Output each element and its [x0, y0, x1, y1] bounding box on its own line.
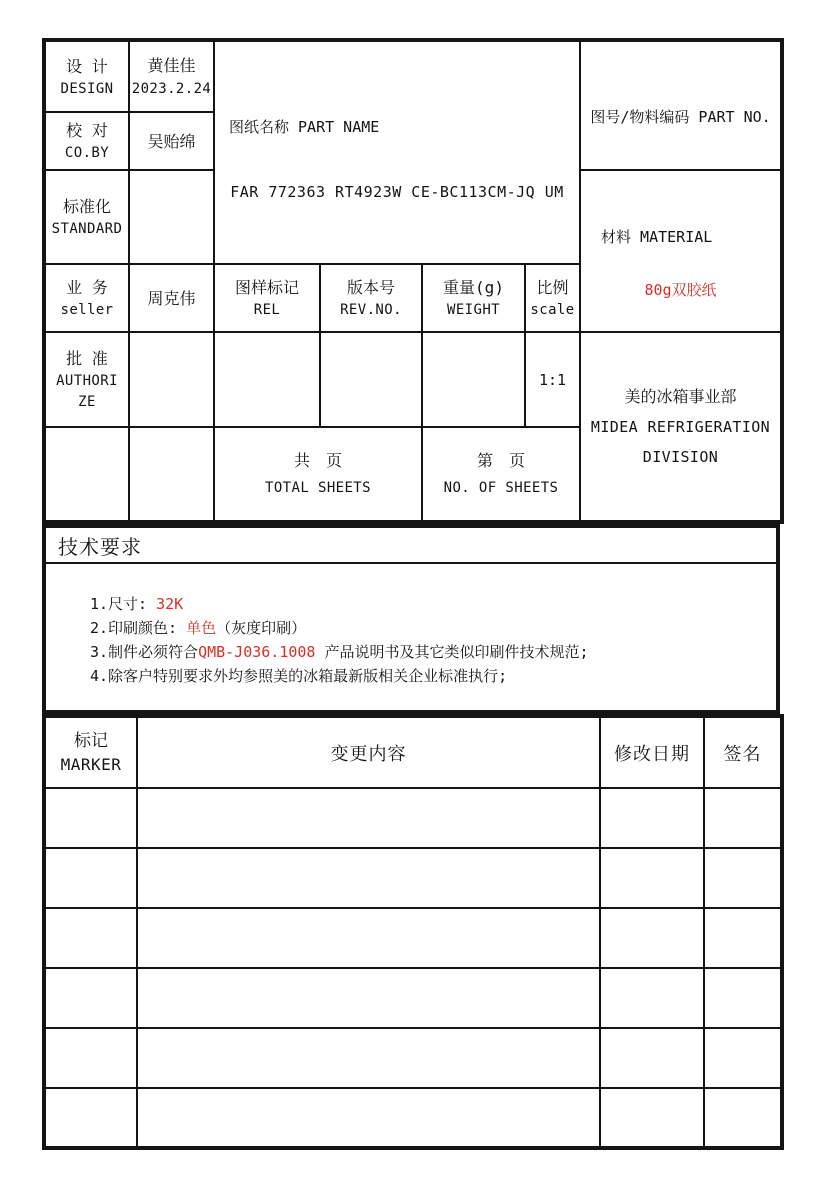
tech-item-2-text: 2.印刷颜色:: [90, 619, 187, 637]
no-of-sheets-en: NO. OF SHEETS: [443, 480, 559, 496]
tech-item-1-text: 1.尺寸:: [90, 595, 157, 613]
revision-rows: [44, 788, 782, 1148]
technical-requirements-title: 技术要求: [46, 528, 776, 564]
modify-date-cell: [600, 908, 704, 968]
change-content-cell: [137, 1028, 600, 1088]
technical-requirements-section: [42, 524, 780, 714]
seller-value-cell: [129, 264, 214, 332]
scale-label-en: scale: [530, 302, 575, 318]
weight-header-cell: [422, 264, 525, 332]
seller-label-en: seller: [60, 302, 114, 318]
company-name-en-line2: DIVISION: [642, 447, 719, 466]
modify-date-cell: [600, 788, 704, 848]
revision-empty-row: [44, 848, 782, 908]
modify-date-header: 修改日期: [600, 716, 704, 788]
signature-cell: [704, 1088, 782, 1148]
check-label-cn: 校 对: [66, 121, 108, 140]
seller-label-cn: 业 务: [66, 278, 108, 297]
total-sheets-en: TOTAL SHEETS: [265, 480, 371, 496]
design-date: 2023.2.24: [131, 80, 212, 97]
company-name-en-line1: MIDEA REFRIGERATION: [590, 417, 771, 436]
modify-date-cell: [600, 848, 704, 908]
marker-cell: [44, 1088, 137, 1148]
empty-cell-left: [44, 427, 129, 522]
weight-value-cell: [422, 332, 525, 427]
authorize-value-cell: [129, 332, 214, 427]
rel-label-en: REL: [253, 302, 281, 318]
design-label-cn: 设 计: [66, 56, 108, 76]
company-name-cn: 美的冰箱事业部: [624, 386, 737, 406]
scale-header-cell: [525, 264, 580, 332]
signature-header: 签名: [704, 716, 782, 788]
tech-item-3-text: 3.制件必须符合: [90, 643, 199, 661]
part-name-value: FAR 772363 RT4923W CE-BC113CM-JQ UM: [230, 183, 564, 201]
seller-name: 周克伟: [147, 288, 196, 308]
technical-requirements-list: [46, 564, 776, 688]
rev-no-label-cn: 版本号: [346, 278, 395, 297]
standard-label-cell: [44, 170, 129, 264]
marker-header-cell: [44, 716, 137, 788]
rel-header-cell: [214, 264, 320, 332]
rel-value-cell: [214, 332, 320, 427]
total-sheets-cn: 共 页: [293, 451, 342, 470]
tech-requirement-item-3: [90, 640, 756, 664]
standard-label-en: STANDARD: [51, 221, 123, 237]
marker-cell: [44, 968, 137, 1028]
check-label-en: CO.BY: [64, 145, 110, 161]
empty-cell-left2: [129, 427, 214, 522]
scale-value-cell: [525, 332, 580, 427]
marker-cell: [44, 788, 137, 848]
change-content-cell: [137, 968, 600, 1028]
tech-item-1-highlight: 32K: [156, 595, 184, 613]
tech-item-3-highlight: QMB-J036.1008: [198, 643, 316, 661]
authorize-label-cn: 批 准: [66, 349, 108, 368]
material-label: 材料 MATERIAL: [601, 228, 713, 246]
tech-item-3-suffix: 产品说明书及其它类似印刷件技术规范;: [315, 643, 589, 661]
check-label-cell: [44, 112, 129, 170]
rev-no-label-en: REV.NO.: [340, 302, 402, 318]
marker-cell: [44, 848, 137, 908]
signature-cell: [704, 908, 782, 968]
part-name-cell: [214, 40, 580, 264]
tech-item-2-highlight: 单色: [186, 619, 217, 637]
marker-header-cn: 标记: [74, 731, 108, 751]
part-no-cell: [580, 40, 782, 170]
rev-no-value-cell: [320, 332, 422, 427]
marker-cell: [44, 908, 137, 968]
marker-header-en: MARKER: [60, 755, 122, 774]
material-value: 80g双胶纸: [644, 281, 717, 299]
revision-empty-row: [44, 1088, 782, 1148]
designer-name: 黄佳佳: [147, 55, 196, 75]
marker-cell: [44, 1028, 137, 1088]
rel-label-cn: 图样标记: [234, 278, 299, 297]
no-of-sheets-cell: [422, 427, 580, 522]
checker-name: 吴贻绵: [147, 131, 196, 151]
authorize-label-en-line2: ZE: [78, 394, 96, 410]
modify-date-cell: [600, 1028, 704, 1088]
design-label-en: DESIGN: [60, 80, 114, 97]
part-name-label: 图纸名称 PART NAME: [229, 118, 380, 136]
change-content-header: 变更内容: [137, 716, 600, 788]
tech-requirement-item-1: [90, 592, 756, 616]
check-value-cell: [129, 112, 214, 170]
part-no-label: 图号/物料编码 PART NO.: [590, 108, 771, 126]
authorize-label-en-line1: AUTHORI: [56, 373, 118, 389]
rev-no-header-cell: [320, 264, 422, 332]
weight-label-cn: 重量(g): [443, 278, 504, 297]
revision-empty-row: [44, 788, 782, 848]
company-cell: [580, 332, 782, 522]
scale-label-cn: 比例: [536, 278, 569, 297]
no-of-sheets-cn: 第 页: [477, 451, 526, 470]
signature-cell: [704, 968, 782, 1028]
standard-value-cell: [129, 170, 214, 264]
signature-cell: [704, 848, 782, 908]
change-content-cell: [137, 788, 600, 848]
weight-label-en: WEIGHT: [447, 302, 500, 318]
scale-value: 1:1: [538, 370, 567, 389]
material-cell: [580, 170, 782, 332]
revision-table: [42, 714, 784, 1150]
tech-item-2-suffix: （灰度印刷）: [216, 619, 307, 637]
seller-label-cell: [44, 264, 129, 332]
change-content-cell: [137, 908, 600, 968]
design-value-cell: [129, 40, 214, 112]
revision-empty-row: [44, 968, 782, 1028]
sheet-frame: [42, 38, 780, 1150]
standard-label-cn: 标准化: [62, 197, 111, 216]
revision-empty-row: [44, 908, 782, 968]
signature-cell: [704, 1028, 782, 1088]
tech-requirement-item-4: [90, 664, 756, 688]
modify-date-cell: [600, 968, 704, 1028]
change-content-cell: [137, 848, 600, 908]
revision-empty-row: [44, 1028, 782, 1088]
signature-cell: [704, 788, 782, 848]
total-sheets-cell: [214, 427, 422, 522]
modify-date-cell: [600, 1088, 704, 1148]
change-content-cell: [137, 1088, 600, 1148]
design-label-cell: [44, 40, 129, 112]
title-block-table: [42, 38, 784, 524]
tech-item-4-text: 4.除客户特别要求外均参照美的冰箱最新版相关企业标准执行;: [90, 667, 508, 685]
tech-requirement-item-2: [90, 616, 756, 640]
authorize-label-cell: [44, 332, 129, 427]
